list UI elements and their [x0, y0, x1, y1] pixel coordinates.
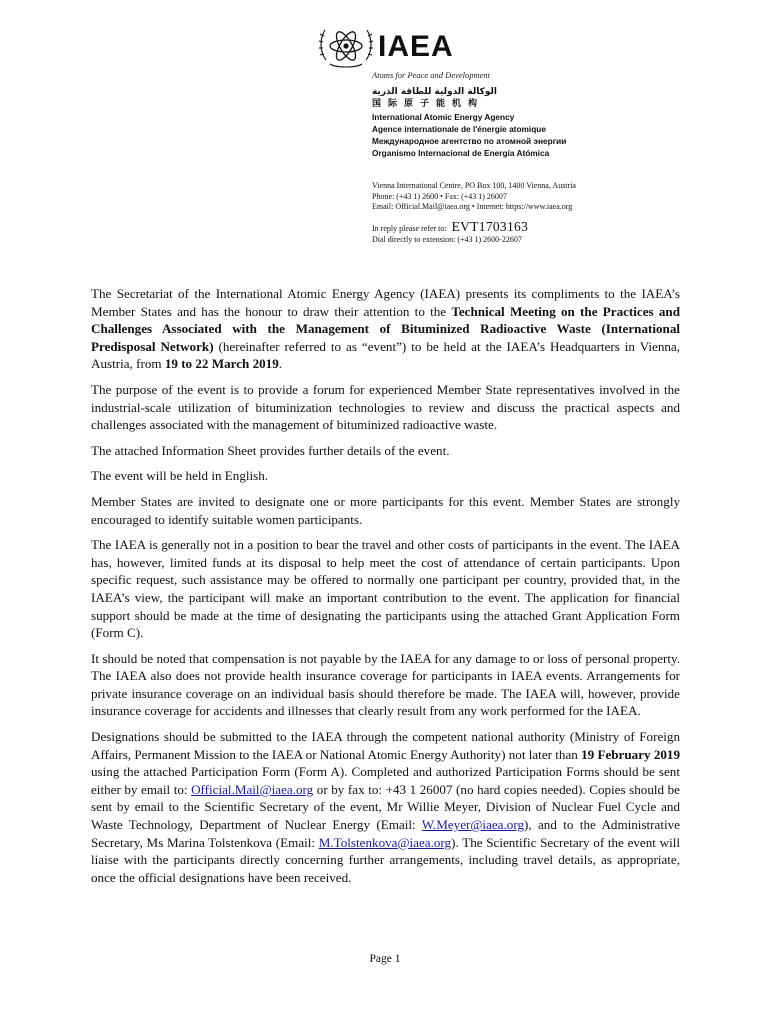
event-dates: 19 to 22 March 2019 — [164, 356, 279, 372]
contact-phone: Phone: (+43 1) 2600 • Fax: (+43 1) 26007 — [372, 191, 507, 201]
atom-emblem-icon — [316, 22, 376, 72]
contact-email: Email: Official.Mail@iaea.org • Internet: https://www.iaea.org — [372, 202, 573, 212]
text-span: The Secretariat of the International Atomic Energy Agency (IAEA) presents its compliments to the IAEA’s Member States and has the honour to draw their attention to the — [91, 286, 680, 319]
page-number: Page 1 — [369, 953, 401, 965]
deadline-date: 19 February 2019 — [581, 746, 681, 762]
agency-name-spanish: Organismo Internacional de Energía Atómica — [372, 148, 550, 159]
contact-address: Vienna International Centre, PO Box 100, 1400 Vienna, Austria — [372, 181, 576, 190]
paragraph-intro — [91, 285, 680, 373]
agency-name-chinese: 国际原子能机构 — [372, 99, 485, 110]
paragraph-submission — [91, 728, 680, 886]
contact-block — [372, 181, 702, 213]
motto: Atoms for Peace and Development — [372, 70, 491, 80]
paragraph-costs: The IAEA is generally not in a position to bear the travel and other costs of participants in the event. The IAEA has, however, limited funds at its disposal to help meet the cost of attendance of certain participants. Upon specific request, such assistance may be offered to normally one participant per country, provided that, in the IAEA’s view, the participant will make an important contribution to the event. The application for financial support should be made at the time of designating the participants using the attached Grant Application Form (Form C). — [91, 537, 680, 641]
reference-label: In reply please refer to: — [372, 224, 447, 233]
text-span: ), and to the Administrative Secretary, Ms Marina Tolstenkova (Email: — [91, 817, 680, 850]
tolstenkova-email-link[interactable]: M.Tolstenkova@iaea.org — [318, 834, 452, 850]
text-span: . — [278, 356, 283, 372]
agency-names — [372, 86, 692, 160]
text-span: using the attached Participation Form (Form A). Completed and authorized Participation Forms should be sent either by email to: — [91, 764, 680, 797]
text-span: Designations should be submitted to the IAEA through the competent national authority (Ministry of Foreign Affairs, Permanent Mission to the IAEA or National Atomic Energy Authority) not later than — [91, 729, 680, 762]
iaea-logo — [316, 22, 496, 72]
paragraph-info-sheet: The attached Information Sheet provides further details of the event. — [91, 442, 450, 458]
meyer-email-link[interactable]: W.Meyer@iaea.org — [421, 817, 524, 833]
reference-block — [372, 219, 702, 245]
paragraph-designation: Member States are invited to designate one or more participants for this event. Member States are strongly encouraged to identify suitable women participants. — [91, 493, 680, 527]
agency-name-french: Agence internationale de l'énergie atomique — [372, 123, 546, 134]
agency-name-english: International Atomic Energy Agency — [372, 111, 515, 122]
agency-name-arabic: الوكالة الدولية للطاقة الذرية — [372, 87, 497, 97]
paragraph-language: The event will be held in English. — [91, 468, 269, 484]
official-mail-link[interactable]: Official.Mail@iaea.org — [191, 781, 314, 797]
text-span: or by fax to: +43 1 26007 (no hard copies needed). Copies should be sent by email to the Scientific Secretary of the event, Mr Willie Meyer, Division of Nuclear Fuel Cycle and Waste Technology, Department of Nuclear Energy (Email: — [91, 781, 680, 833]
letter-body — [91, 285, 680, 894]
agency-name-russian: Международное агентство по атомной энергии — [372, 136, 567, 147]
paragraph-purpose: The purpose of the event is to provide a forum for experienced Member State representatives involved in the industrial-scale utilization of bituminization technologies to review and discuss the practical aspects and challenges associated with the management of bituminized radioactive waste. — [91, 381, 680, 433]
event-title: Technical Meeting on the Practices and Challenges Associated with the Management of Bituminized Radioactive Waste (International Predisposal Network) — [91, 303, 680, 354]
text-span: (hereinafter referred to as “event”) to be held at the IAEA’s Headquarters in Vienna, Austria, from — [91, 338, 680, 372]
reference-code: EVT1703163 — [451, 219, 529, 234]
paragraph-insurance: It should be noted that compensation is not payable by the IAEA for any damage to or loss of personal property. The IAEA also does not provide health insurance coverage for participants in IAEA events. Arrangements for private insurance coverage on an individual basis should therefore be made. The IAEA will, however, provide insurance coverage for accidents and illnesses that clearly result from any work performed for the IAEA. — [91, 650, 680, 719]
dial-extension: Dial directly to extension: (+43 1) 2600-22607 — [372, 235, 522, 244]
logo-wordmark: IAEA — [378, 30, 454, 63]
text-span: ). The Scientific Secretary of the event will liaise with the participants directly concerning further arrangements, including travel details, as appropriate, once the official designations have been received. — [91, 834, 680, 885]
